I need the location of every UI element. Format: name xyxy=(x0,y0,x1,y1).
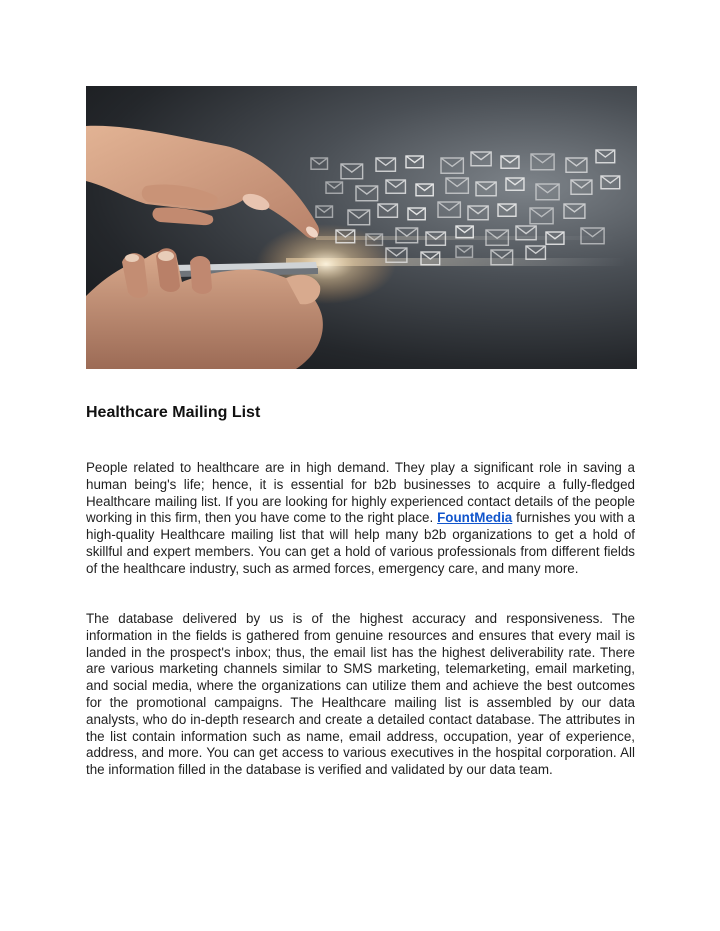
envelope-icon xyxy=(341,164,363,179)
envelope-icon xyxy=(501,156,519,168)
envelope-icon xyxy=(336,230,355,243)
envelope-icon xyxy=(376,158,395,171)
envelope-icon xyxy=(406,156,423,168)
envelope-icon xyxy=(506,178,524,190)
envelope-icon xyxy=(386,180,405,193)
envelope-icon xyxy=(378,204,397,217)
hero-image xyxy=(86,86,637,369)
envelope-icon xyxy=(348,210,370,225)
envelope-icon xyxy=(596,150,615,163)
intro-text-continued: furnishes you with a high-quality Healthcare mailing list that will help many b2b organizations to get a hold of skillful and expert members. You can get a hold of various professionals from different fields of the healthcare industry, such as armed forces, emergency care, and many more. xyxy=(86,510,635,576)
envelope-icon xyxy=(386,248,407,262)
upper-hand xyxy=(86,126,320,240)
envelope-icon xyxy=(471,152,491,166)
envelope-icon xyxy=(601,176,620,189)
envelope-icon xyxy=(468,206,488,220)
envelope-icon xyxy=(531,154,554,170)
envelope-icon xyxy=(530,208,553,224)
envelope-icon xyxy=(421,252,440,265)
page-title: Healthcare Mailing List xyxy=(86,404,261,421)
fountmedia-link[interactable]: FountMedia xyxy=(437,510,513,526)
envelope-icon xyxy=(564,204,585,218)
envelope-icon xyxy=(426,232,445,245)
envelope-icon xyxy=(396,228,418,243)
envelope-icon xyxy=(366,234,383,245)
intro-text: People related to healthcare are in high demand. They play a significant role in saving a human being's life; hence, it is essential for b2b businesses to acquire a fully-fledged Healthcare mailing list. If you are looking for highly experienced contact details of the people working in this firm, then you have come to the right place. xyxy=(86,460,635,526)
envelope-icon xyxy=(311,158,328,169)
envelope-icon xyxy=(456,226,473,238)
hands-phone-illustration xyxy=(86,86,637,369)
envelope-icon xyxy=(438,202,460,217)
envelope-icon xyxy=(526,246,545,259)
envelope-icon xyxy=(566,158,587,172)
envelope-icon xyxy=(536,184,559,200)
envelope-icon xyxy=(486,230,508,245)
envelope-icon xyxy=(581,228,604,244)
envelope-icon xyxy=(516,226,536,240)
database-paragraph: The database delivered by us is of the highest accuracy and responsiveness. The information in the fields is gathered from genuine resources and ensures that every mail is landed in the prospect's inbox; thus, the email list has the highest deliverability rate. There are various marketing channels similar to SMS marketing, telemarketing, email marketing, and social media, where the organizations can utilize them and achieve the best outcomes for the promotional campaigns. The Healthcare mailing list is assembled by our data analysts, who do in-depth research and create a detailed contact database. The attributes in the list contain information such as name, email address, occupation, year of experience, address, and more. You can get access to various executives in the hospital corporation. All the information filled in the database is verified and validated by our data team. xyxy=(86,611,635,778)
intro-paragraph xyxy=(86,460,635,578)
envelope-icon xyxy=(456,246,473,257)
envelope-icon xyxy=(408,208,425,220)
envelope-icon xyxy=(571,180,592,194)
envelope-icon xyxy=(476,182,496,196)
envelope-icon xyxy=(498,204,516,216)
envelope-icon xyxy=(326,182,343,193)
envelope-icon xyxy=(446,178,468,193)
envelope-icon xyxy=(316,206,333,217)
envelope-icon xyxy=(416,184,433,196)
envelope-icon xyxy=(546,232,564,244)
envelope-icon xyxy=(491,250,513,265)
envelope-icon xyxy=(356,186,378,201)
envelope-icon xyxy=(441,158,463,173)
